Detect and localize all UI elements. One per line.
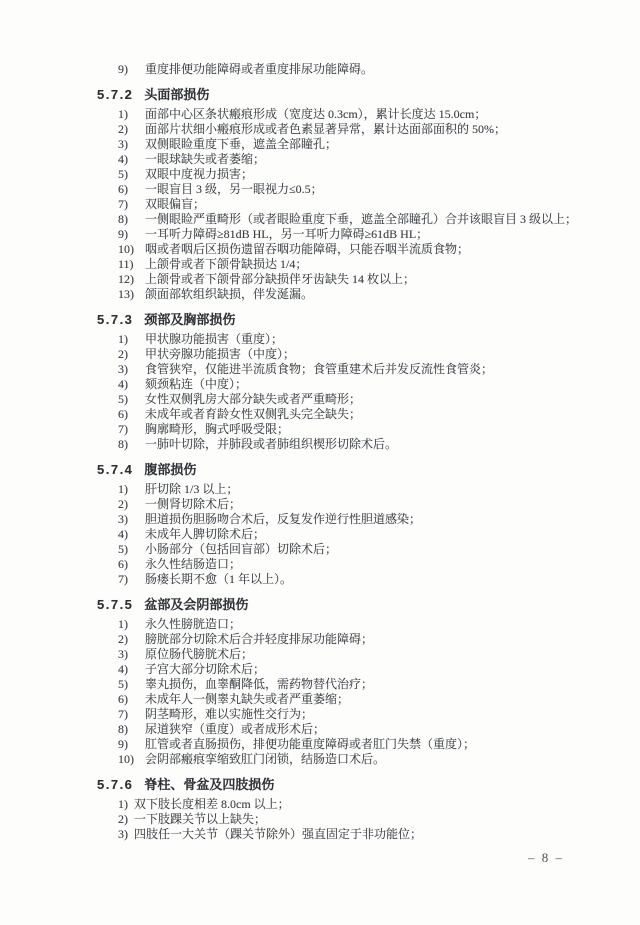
item-number: 5) — [118, 167, 128, 181]
item-number: 6) — [118, 182, 128, 196]
item-number: 4) — [118, 527, 128, 541]
item-text: 胆道损伤胆肠吻合术后，反复发作逆行性胆道感染； — [145, 512, 422, 526]
list-item — [97, 137, 625, 152]
item-text: 食管狭窄，仅能进半流质食物；食管重建术后并发反流性食管炎； — [145, 362, 494, 376]
list-item — [97, 362, 625, 377]
item-number: 8) — [118, 212, 128, 226]
list-item — [97, 572, 625, 587]
item-number: 7) — [118, 197, 128, 211]
item-number: 8) — [118, 722, 128, 736]
item-number: 1) — [118, 107, 128, 121]
list-item — [97, 257, 625, 272]
item-text: 膀胱部分切除术后合并轻度排尿功能障碍； — [145, 632, 374, 646]
item-text: 未成年或者育龄女性双侧乳头完全缺失； — [145, 407, 362, 421]
section-title: 脊柱、骨盆及四肢损伤 — [144, 777, 275, 792]
list-item — [97, 557, 625, 572]
list-item — [97, 422, 625, 437]
section-number: 5.7.3 — [97, 312, 134, 327]
list-item — [97, 752, 625, 767]
list-item — [97, 662, 625, 677]
item-text: 一侧肾切除术后； — [145, 497, 242, 511]
item-text: 一耳听力障碍≥81dB HL，另一耳听力障碍≥61dB HL； — [145, 227, 429, 241]
item-number: 4) — [118, 377, 128, 391]
item-number: 3) — [118, 647, 128, 661]
item-text: 甲状腺功能损害（重度）； — [145, 332, 284, 346]
item-number: 10) — [118, 752, 134, 766]
item-number: 5) — [118, 677, 128, 691]
list-item — [97, 377, 625, 392]
list-item — [97, 392, 625, 407]
item-number: 9) — [118, 227, 128, 241]
item-text: 面部中心区条状瘢痕形成（宽度达 0.3cm），累计长度达 15.0cm； — [145, 107, 487, 121]
item-text: 重度排便功能障碍或者重度排尿功能障碍。 — [145, 62, 374, 76]
list-item — [97, 287, 625, 302]
item-text: 肝切除 1/3 以上； — [145, 482, 239, 496]
item-number: 3) — [118, 827, 128, 841]
list-item — [97, 827, 625, 842]
item-text: 四肢任一大关节（踝关节除外）强直固定于非功能位； — [134, 827, 423, 841]
item-number: 12) — [118, 272, 134, 286]
item-text: 双下肢长度相差 8.0cm 以上； — [134, 797, 290, 811]
item-text: 一侧眼睑严重畸形（或者眼睑重度下垂，遮盖全部瞳孔）合并该眼盲目 3 级以上； — [145, 212, 578, 226]
item-text: 一眼球缺失或者萎缩； — [145, 152, 266, 166]
list-item — [97, 107, 625, 122]
item-text: 阴茎畸形，难以实施性交行为； — [145, 707, 314, 721]
list-item — [97, 212, 625, 227]
list-item — [97, 812, 625, 827]
list-item — [97, 692, 625, 707]
item-text: 咽或者咽后区损伤遗留吞咽功能障碍，只能吞咽半流质食物； — [145, 242, 470, 256]
item-number: 2) — [118, 347, 128, 361]
item-number: 9) — [118, 737, 128, 751]
item-text: 原位肠代膀胱术后； — [145, 647, 254, 661]
item-number: 7) — [118, 422, 128, 436]
item-text: 肠瘘长期不愈（1 年以上）。 — [145, 572, 293, 586]
section-title: 颈部及胸部损伤 — [144, 312, 236, 327]
document-content — [97, 62, 625, 842]
list-item — [97, 617, 625, 632]
item-text: 双侧眼睑重度下垂，遮盖全部瞳孔； — [145, 137, 338, 151]
item-text: 一眼盲目 3 级，另一眼视力≤0.5； — [145, 182, 323, 196]
section-heading — [97, 312, 625, 328]
list-item — [97, 497, 625, 512]
item-text: 面部片状细小瘢痕形成或者色素显著异常，累计达面部面积的 50%； — [145, 122, 506, 136]
item-text: 双眼中度视力损害； — [145, 167, 254, 181]
section-title: 腹部损伤 — [144, 462, 197, 477]
item-number: 7) — [118, 707, 128, 721]
item-number: 2) — [118, 632, 128, 646]
item-number: 2) — [118, 497, 128, 511]
item-number: 1) — [118, 617, 128, 631]
item-number: 3) — [118, 137, 128, 151]
list-item — [97, 527, 625, 542]
list-item — [97, 407, 625, 422]
item-text: 永久性结肠造口； — [145, 557, 242, 571]
section-title: 头面部损伤 — [144, 87, 210, 102]
item-number: 9) — [118, 62, 128, 76]
item-number: 2) — [118, 122, 128, 136]
item-text: 未成年人脾切除术后； — [145, 527, 266, 541]
list-item — [97, 197, 625, 212]
item-text: 睾丸损伤，血睾酮降低，需药物替代治疗； — [145, 677, 374, 691]
item-number: 1) — [118, 797, 128, 811]
item-text: 会阴部瘢痕挛缩致肛门闭锁，结肠造口术后。 — [145, 752, 386, 766]
section-items — [97, 482, 625, 587]
section-title: 盆部及会阴部损伤 — [144, 597, 249, 612]
list-item — [97, 677, 625, 692]
item-number: 5) — [118, 392, 128, 406]
list-item — [97, 242, 625, 257]
list-item — [97, 542, 625, 557]
item-text: 一肺叶切除，并肺段或者肺组织楔形切除术后。 — [145, 437, 398, 451]
item-number: 3) — [118, 362, 128, 376]
list-item — [97, 632, 625, 647]
list-item — [97, 722, 625, 737]
item-number: 3) — [118, 512, 128, 526]
item-number: 6) — [118, 407, 128, 421]
item-number: 4) — [118, 662, 128, 676]
item-text: 肛管或者直肠损伤，排便功能重度障碍或者肛门失禁（重度）； — [145, 737, 476, 751]
item-number: 10) — [118, 242, 134, 256]
section-heading — [97, 777, 625, 793]
section-heading — [97, 87, 625, 103]
item-text: 小肠部分（包括回盲部）切除术后； — [145, 542, 338, 556]
list-item — [97, 332, 625, 347]
list-item — [97, 167, 625, 182]
item-text: 未成年人一侧睾丸缺失或者严重萎缩； — [145, 692, 350, 706]
page-number: – 8 – — [528, 850, 564, 865]
item-text: 上颌骨或者下颌骨缺损达 1/4； — [145, 257, 308, 271]
item-number: 1) — [118, 332, 128, 346]
item-number: 2) — [118, 812, 128, 826]
section-number: 5.7.2 — [97, 87, 134, 102]
list-item — [97, 227, 625, 242]
list-item — [97, 737, 625, 752]
section-number: 5.7.6 — [97, 777, 134, 792]
list-item — [97, 62, 625, 77]
section-items — [97, 107, 625, 302]
section-heading — [97, 462, 625, 478]
item-text: 永久性膀胱造口； — [145, 617, 242, 631]
section-heading — [97, 597, 625, 613]
list-item — [97, 647, 625, 662]
list-item — [97, 707, 625, 722]
item-number: 4) — [118, 152, 128, 166]
item-number: 1) — [118, 482, 128, 496]
section-number: 5.7.4 — [97, 462, 134, 477]
list-item — [97, 152, 625, 167]
sections-container — [97, 87, 625, 842]
list-item — [97, 347, 625, 362]
item-text: 上颌骨或者下颌骨部分缺损伴牙齿缺失 14 枚以上； — [145, 272, 416, 286]
list-item — [97, 272, 625, 287]
item-text: 子宫大部分切除术后； — [145, 662, 266, 676]
list-item — [97, 437, 625, 452]
item-number: 13) — [118, 287, 134, 301]
list-item — [97, 182, 625, 197]
item-text: 颏颈粘连（中度）； — [145, 377, 248, 391]
item-number: 6) — [118, 692, 128, 706]
section-items — [97, 332, 625, 452]
item-number: 6) — [118, 557, 128, 571]
section-items — [97, 797, 625, 842]
item-text: 尿道狭窄（重度）或者成形术后； — [145, 722, 326, 736]
item-text: 胸廓畸形，胸式呼吸受限； — [145, 422, 290, 436]
list-item — [97, 797, 625, 812]
item-text: 甲状旁腺功能损害（中度）； — [145, 347, 296, 361]
list-item — [97, 122, 625, 137]
section-number: 5.7.5 — [97, 597, 134, 612]
section-items — [97, 617, 625, 767]
item-number: 5) — [118, 542, 128, 556]
item-number: 11) — [118, 257, 134, 271]
item-text: 双眼偏盲； — [145, 197, 206, 211]
list-item — [97, 482, 625, 497]
item-number: 7) — [118, 572, 128, 586]
item-text: 一下肢踝关节以上缺失； — [134, 812, 267, 826]
item-number: 8) — [118, 437, 128, 451]
item-text: 女性双侧乳房大部分缺失或者严重畸形； — [145, 392, 362, 406]
list-item — [97, 512, 625, 527]
item-text: 颌面部软组织缺损，伴发涎漏。 — [145, 287, 314, 301]
